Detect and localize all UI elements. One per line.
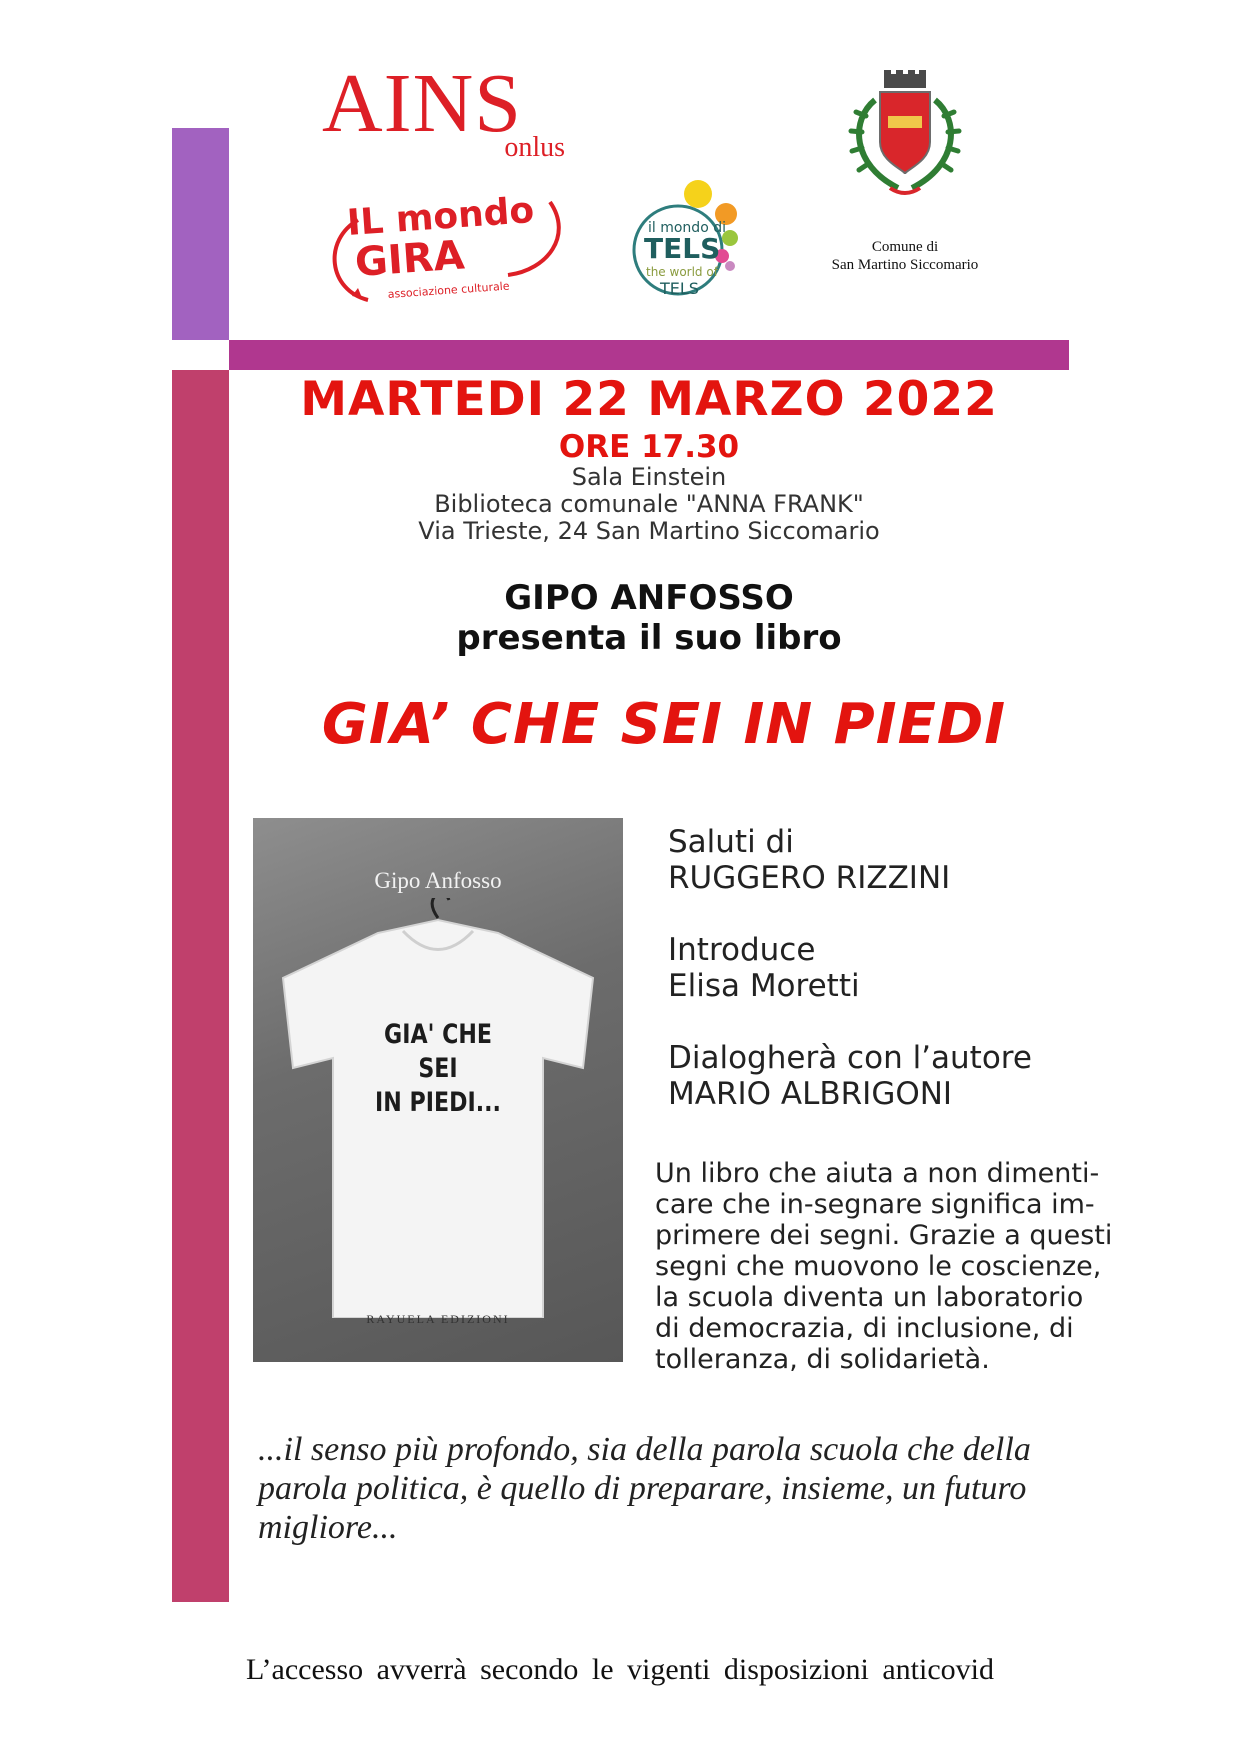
decorative-bar-left — [172, 370, 229, 1602]
quote-line: migliore... — [258, 1509, 398, 1546]
credit-role: Saluti di — [668, 824, 794, 860]
cover-shirt-line2: IN PIEDI... — [375, 1087, 501, 1118]
credit-name: RUGGERO RIZZINI — [668, 860, 951, 896]
comune-caption-line2: San Martino Siccomario — [831, 257, 979, 273]
credit-name: MARIO ALBRIGONI — [668, 1076, 953, 1112]
access-notice: L’accesso avverrà secondo le vigenti disposizioni anticovid — [245, 1653, 995, 1686]
ains-logo — [322, 57, 582, 163]
tels-logo-line1: il mondo di — [648, 220, 726, 236]
credit-name: Elisa Moretti — [668, 968, 860, 1004]
logo-mondo-gira-line1: IL mondo — [345, 190, 536, 244]
book-cover-image — [253, 818, 623, 1362]
description-line: primere dei segni. Grazie a questi — [655, 1220, 1113, 1251]
crown-base — [884, 74, 926, 88]
tels-logo-line3: the world of — [646, 265, 718, 279]
description-line: Un libro che aiuta a non dimenti- — [655, 1158, 1100, 1189]
logo-mondo-gira-line2: GIRA — [353, 232, 466, 286]
presents-line: presenta il suo libro — [456, 618, 842, 658]
credit-dialogue — [668, 1040, 1088, 1112]
shield-icon — [880, 92, 930, 174]
description-line: tolleranza, di solidarietà. — [655, 1344, 990, 1375]
event-date: MARTEDI 22 MARZO 2022 — [300, 372, 998, 427]
description-line: la scuola diventa un laboratorio — [655, 1282, 1084, 1313]
book-quote — [258, 1430, 1138, 1547]
comune-caption — [790, 238, 1020, 274]
tels-logo-line2: TELS — [644, 232, 721, 265]
ribbon — [890, 188, 920, 193]
tels-logo-line4: TELS — [660, 279, 699, 298]
cover-shirt-line1: GIA' CHE SEI — [384, 1019, 492, 1084]
description-line: segni che muovono le coscienze, — [655, 1251, 1102, 1282]
decorative-bar-purple — [172, 128, 229, 340]
cover-author: Gipo Anfosso — [374, 868, 502, 893]
comune-caption-line1: Comune di — [871, 239, 939, 255]
hanger-hook — [432, 898, 449, 918]
cover-shirt-text — [364, 1018, 512, 1120]
logo-mondo-gira-subtitle: associazione culturale — [387, 279, 510, 301]
quote-line: ...il senso più profondo, sia della parola scuola che della — [258, 1431, 1031, 1468]
description-line: di democrazia, di inclusione, di — [655, 1313, 1074, 1344]
tels-dot-yellow — [684, 180, 712, 208]
decorative-bar-horizontal — [229, 340, 1069, 370]
description-line: care che in-segnare significa im- — [655, 1189, 1095, 1220]
author-name: GIPO ANFOSSO — [504, 578, 794, 618]
comune-coat-of-arms-icon — [820, 70, 990, 210]
venue-address: Via Trieste, 24 San Martino Siccomario — [418, 517, 880, 545]
ains-logo-subtitle: onlus — [504, 132, 565, 163]
event-time: ORE 17.30 — [558, 429, 740, 465]
book-title: GIA’ CHE SEI IN PIEDI — [321, 692, 1007, 757]
credit-role: Dialogherà con l’autore — [668, 1040, 1032, 1076]
ains-logo-name: AINS — [322, 57, 523, 150]
quote-line: parola politica, è quello di preparare, insieme, un futuro — [258, 1470, 1027, 1507]
credit-greetings — [668, 824, 1088, 896]
book-description — [655, 1158, 1153, 1375]
venue-room: Sala Einstein — [571, 463, 727, 491]
credit-role: Introduce — [668, 932, 816, 968]
tels-dot-lilac — [725, 261, 735, 271]
cover-publisher: RAYUELA EDIZIONI — [366, 1312, 510, 1326]
mondo-di-tels-logo — [628, 180, 758, 310]
il-mondo-gira-logo — [318, 180, 568, 320]
credit-introduction — [668, 932, 1088, 1004]
venue-library: Biblioteca comunale "ANNA FRANK" — [434, 490, 864, 518]
